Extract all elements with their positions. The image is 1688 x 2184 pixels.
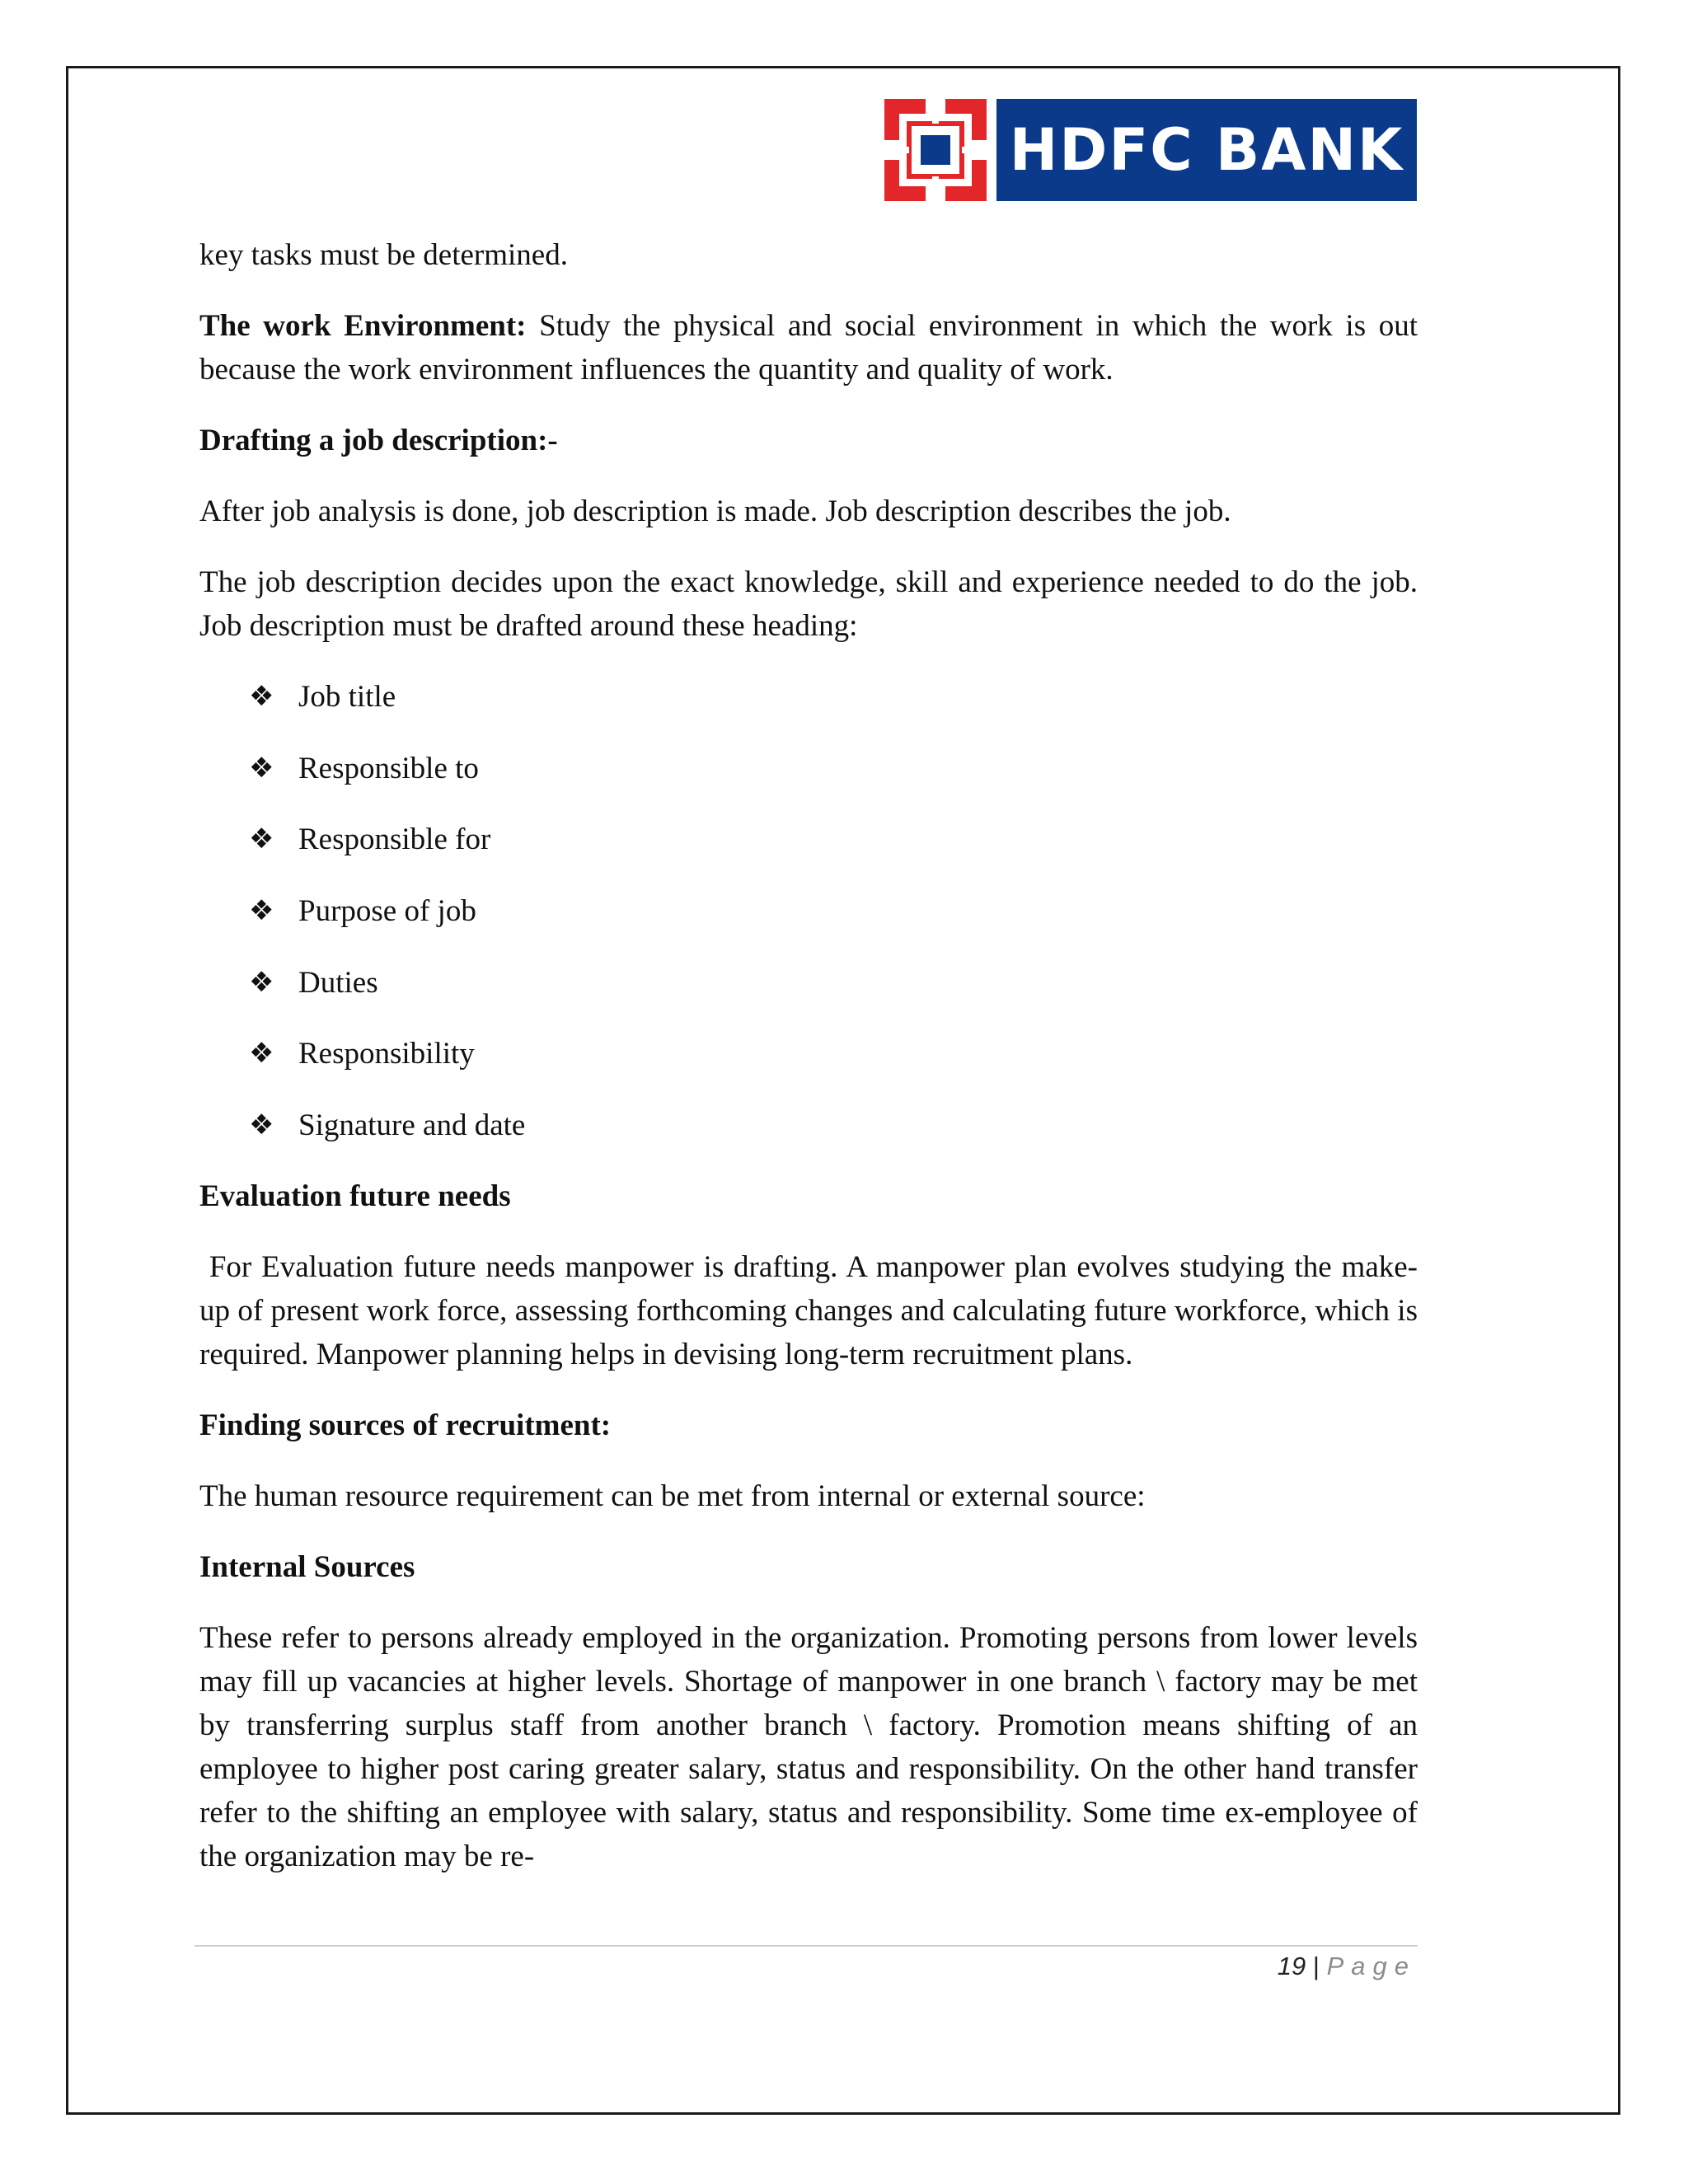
page-footer (1278, 1952, 1416, 1981)
list-item (249, 1032, 1418, 1076)
work-environment-text: Study the physical and social environment in which the work is out because the work environment influences the quantity and quality of work. (199, 309, 1418, 387)
heading-internal-text: Internal Sources (199, 1550, 415, 1585)
paragraph-job-description-headings: The job description decides upon the exact knowledge, skill and experience needed to do the job. Job description must be drafted around these heading: (199, 565, 1418, 643)
paragraph-after-job-analysis: After job analysis is done, job description is made. Job description describes the job. (199, 494, 1231, 528)
logo-wordmark: HDFC BANK (996, 99, 1417, 201)
four-diamond-bullet-icon: ❖ (249, 823, 274, 856)
heading-finding-sources (199, 1404, 1418, 1447)
four-diamond-bullet-icon: ❖ (249, 1037, 274, 1071)
list-item-text: Purpose of job (298, 894, 476, 929)
list-item (249, 1104, 1418, 1147)
list-item-text: Responsible to (298, 751, 479, 785)
heading-sources-text: Finding sources of recruitment: (199, 1408, 612, 1443)
page-separator: | (1312, 1952, 1320, 1980)
list-item (249, 675, 1418, 719)
four-diamond-bullet-icon: ❖ (249, 965, 274, 999)
page-number: 19 (1277, 1952, 1306, 1980)
list-item (249, 889, 1418, 933)
list-item (249, 818, 1418, 861)
four-diamond-bullet-icon: ❖ (249, 680, 274, 713)
list-item-text: Responsible for (298, 823, 491, 857)
four-diamond-bullet-icon: ❖ (249, 894, 274, 928)
paragraph-human-resource-requirement: The human resource requirement can be met from internal or external source: (199, 1479, 1146, 1514)
list-item (249, 961, 1418, 1005)
heading-evaluation-text: Evaluation future needs (199, 1179, 511, 1214)
paragraph-evaluation: For Evaluation future needs manpower is drafting. A manpower plan evolves studying the make-up of present work force, assessing forthcoming changes and calculating future workforce, which is required. Manpower planning helps in devising long-term recruitment plans. (199, 1250, 1426, 1372)
heading-drafting-job-description (199, 419, 1418, 462)
list-item (249, 747, 1418, 790)
list-item-text: Job title (298, 680, 396, 714)
document-body (199, 233, 1426, 1905)
list-item-text: Duties (298, 965, 378, 1000)
hdfc-logo-mark-icon (884, 99, 987, 201)
list-item-text: Responsibility (298, 1037, 475, 1071)
paragraph-key-tasks: key tasks must be determined. (199, 238, 568, 272)
four-diamond-bullet-icon: ❖ (249, 1108, 274, 1142)
hdfc-bank-logo (884, 99, 1417, 201)
list-item-text: Signature and date (298, 1108, 526, 1143)
job-description-heading-list (199, 675, 1418, 1147)
footer-divider (195, 1945, 1418, 1947)
heading-evaluation-future-needs (199, 1174, 1418, 1218)
paragraph-work-environment (199, 304, 1418, 391)
four-diamond-bullet-icon: ❖ (249, 751, 274, 785)
work-environment-heading: The work Environment: (199, 309, 527, 343)
page-label: Page (1326, 1952, 1416, 1980)
heading-internal-sources (199, 1545, 1418, 1589)
paragraph-internal-sources: These refer to persons already employed in the organization. Promoting persons from lower levels may fill up vacancies at higher levels. Shortage of manpower in one branch \ factory may be met by transferring surplus staff from another branch \ factory. Promotion means shifting of an employee to higher post caring greater salary, status and responsibility. On the other hand transfer refer to the shifting an employee with salary, status and responsibility. Some time ex-employee of the organization may be re- (199, 1621, 1418, 1874)
heading-drafting-text: Drafting a job description:- (199, 424, 558, 457)
